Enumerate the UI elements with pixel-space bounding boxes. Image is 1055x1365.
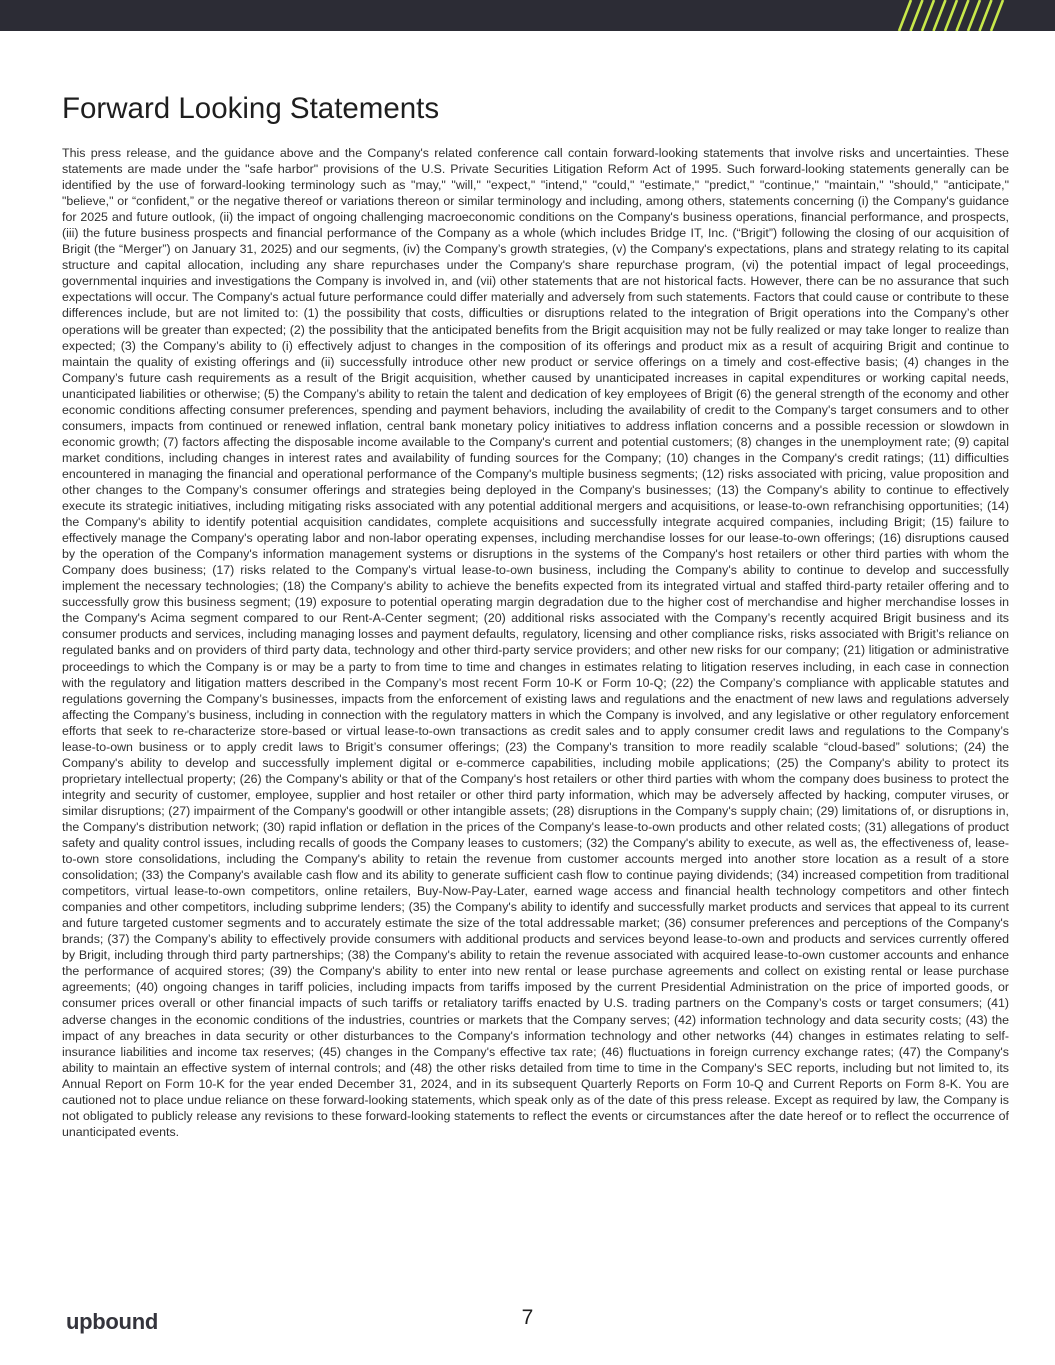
stripe-mark <box>991 0 1003 31</box>
forward-looking-statements-text: This press release, and the guidance above and the Company's related conference call contain forward-looking statements that involve risks and uncertainties. These statements are made under the "safe harbor" provisions of the U.S. Private Securities Litigation Reform Act of 1995. Such forward-looking statements generally can be identified by the use of forward-looking terminology such as "may," "will," "expect," "intend," "could," "estimate," "predict," "continue," "maintain," "should," "anticipate," "believe," or “confident,” or the negative thereof or variations thereon or similar terminology and including, among others, statements concerning (i) the Company's guidance for 2025 and future outlook, (ii) the impact of ongoing challenging macroeconomic conditions on the Company's business operations, financial performance, and prospects, (iii) the future business prospects and financial performance of the Company as a whole (which includes Bridge IT, Inc. (“Brigit”) following the closing of our acquisition of Brigit (the “Merger”) on January 31, 2025) and our segments, (iv) the Company’s growth strategies, (v) the Company's expectations, plans and strategy relating to its capital structure and capital allocation, including any share repurchases under the Company's share repurchase program, (vi) the potential impact of legal proceedings, governmental inquiries and investigations the Company is involved in, and (vii) other statements that are not historical facts. However, there can be no assurance that such expectations will occur. The Company's actual future performance could differ materially and adversely from such statements. Factors that could cause or contribute to these differences include, but are not limited to: (1) the possibility that costs, difficulties or disruptions related to the integration of Brigit operations into the Company’s other operations will be greater than expected; (2) the possibility that the anticipated benefits from the Brigit acquisition may not be fully realized or may take longer to realize than expected; (3) the Company’s ability to (i) effectively adjust to changes in the composition of its offerings and product mix as a result of acquiring Brigit and continue to maintain the quality of existing offerings and (ii) successfully introduce other new product or service offerings on a timely and cost-effective basis; (4) changes in the Company’s future cash requirements as a result of the Brigit acquisition, whether caused by unanticipated increases in capital expenditures or working capital needs, unanticipated liabilities or otherwise; (5) the Company’s ability to retain the talent and dedication of key employees of Brigit (6) the general strength of the economy and other economic conditions affecting consumer preferences, spending and payment behaviors, including the availability of credit to the Company's target consumers and to other consumers, impacts from continued or renewed inflation, central bank monetary policy initiatives to address inflation concerns and a possible recession or slowdown in economic growth; (7) factors affecting the disposable income available to the Company's current and potential customers; (8) changes in the unemployment rate; (9) capital market conditions, including changes in interest rates and availability of funding sources for the Company; (10) changes in the Company's credit ratings; (11) difficulties encountered in managing the financial and operational performance of the Company's multiple business segments; (12) risks associated with pricing, value proposition and other changes to the Company’s consumer offerings and strategies being deployed in the Company's businesses; (13) the Company's ability to continue to effectively execute its strategic initiatives, including mitigating risks associated with any potential additional mergers and acquisitions, or lease-to-own refranchising opportunities; (14) the Company's ability to identify potential acquisition candidates, complete acquisitions and successfully integrate acquired companies, including Brigit; (15) failure to effectively manage the Company's operating labor and non-labor operating expenses, including merchandise losses for our lease-to-own offerings; (16) disruptions caused by the operation of the Company's information management systems or disruptions in the systems of the Company's host retailers or other third parties with whom the Company does business; (17) risks related to the Company's virtual lease-to-own business, including the Company's ability to continue to develop and successfully implement the necessary technologies; (18) the Company's ability to achieve the benefits expected from its integrated virtual and staffed third-party retailer offering and to successfully grow this business segment; (19) exposure to potential operating margin degradation due to the higher cost of merchandise and higher merchandise losses in the Company's Acima segment compared to our Rent-A-Center segment; (20) additional risks associated with the Company’s recently acquired Brigit business and its consumer products and services, including managing losses and payment defaults, regulatory, licensing and other compliance risks, risks associated with Brigit’s reliance on regulated banks and on providers of third party data, technology and other third-party service providers; and other new risks for our company; (21) litigation or administrative proceedings to which the Company is or may be a party to from time to time and changes in estimates relating to litigation reserves including, in each case in connection with the regulatory and litigation matters described in the Company’s most recent Form 10-K or Form 10-Q; (22) the Company’s compliance with applicable statutes and regulations governing the Company’s businesses, impacts from the enforcement of existing laws and regulations and the enactment of new laws and regulations adversely affecting the Company’s business, including in connection with the regulatory matters in which the Company is involved, and any legislative or other regulatory enforcement efforts that seek to re-characterize store-based or virtual lease-to-own transactions as credit sales and to apply consumer credit laws and regulations to the Company’s lease-to-own business or to apply credit laws to Brigit’s consumer offerings; (23) the Company's transition to more readily scalable “cloud-based” solutions; (24) the Company's ability to develop and successfully implement digital or e-commerce capabilities, including mobile applications; (25) the Company's ability to protect its proprietary intellectual property; (26) the Company's ability or that of the Company's host retailers or other third parties with whom the company does business to protect the integrity and security of customer, employee, supplier and host retailer or other third party information, which may be adversely affected by hacking, computer viruses, or similar disruptions; (27) impairment of the Company's goodwill or other intangible assets; (28) disruptions in the Company's supply chain; (29) limitations of, or disruptions in, the Company's distribution network; (30) rapid inflation or deflation in the prices of the Company's lease-to-own products and other related costs; (31) allegations of product safety and quality control issues, including recalls of goods the Company leases to customers; (32) the Company's ability to execute, as well as, the effectiveness of, lease-to-own store consolidations, including the Company's ability to retain the revenue from customer accounts merged into another store location as a result of a store consolidation; (33) the Company's available cash flow and its ability to generate sufficient cash flow to continue paying dividends; (34) increased competition from traditional competitors, virtual lease-to-own competitors, online retailers, Buy-Now-Pay-Later, earned wage access and financial health technology competitors and other fintech companies and other competitors, including subprime lenders; (35) the Company's ability to identify and successfully market products and services that appeal to its current and future targeted customer segments and to accurately estimate the size of the total addressable market; (36) consumer preferences and perceptions of the Company's brands; (37) the Company’s ability to effectively provide consumers with additional products and services beyond lease-to-own and products and services currently offered by Brigit, including through third party partnerships; (38) the Company's ability to retain the revenue associated with acquired lease-to-own customer accounts and enhance the performance of acquired stores; (39) the Company's ability to enter into new rental or lease purchase agreements and collect on existing rental or lease purchase agreements; (40) ongoing changes in tariff policies, including impacts from tariffs imposed by the current Presidential Administration on the price of imported goods, or consumer prices overall or other financial impacts of such tariffs or retaliatory tariffs enacted by U.S. trading partners on the Company’s costs or target consumers; (41) adverse changes in the economic conditions of the industries, countries or markets that the Company serves; (42) information technology and data security costs; (43) the impact of any breaches in data security or other disturbances to the Company's information technology and other networks (44) changes in estimates relating to self-insurance liabilities and income tax reserves; (45) changes in the Company's effective tax rate; (46) fluctuations in foreign currency exchange rates; (47) the Company's ability to maintain an effective system of internal controls; and (48) the other risks detailed from time to time in the Company's SEC reports, including but not limited to, its Annual Report on Form 10-K for the year ended December 31, 2024, and in its subsequent Quarterly Reports on Form 10-Q and Current Reports on Form 8-K. You are cautioned not to place undue reliance on these forward-looking statements, which speak only as of the date of this press release. Except as required by law, the Company is not obligated to publicly release any revisions to these forward-looking statements to reflect the events or circumstances after the date hereof or to reflect the occurrence of unanticipated events. <box>62 146 1009 1139</box>
stripe-mark <box>899 0 911 31</box>
stripe-mark <box>957 0 969 31</box>
header-bar <box>0 0 1055 31</box>
stripe-mark <box>934 0 946 31</box>
stripe-mark <box>968 0 980 31</box>
page-title: Forward Looking Statements <box>62 92 440 125</box>
stripe-mark <box>945 0 957 31</box>
page-number: 7 <box>521 1306 534 1329</box>
diagonal-stripes-graphic <box>895 0 1005 31</box>
upbound-logo: upbound <box>66 1309 158 1334</box>
stripe-mark <box>980 0 992 31</box>
stripe-mark <box>911 0 923 31</box>
stripe-mark <box>922 0 934 31</box>
